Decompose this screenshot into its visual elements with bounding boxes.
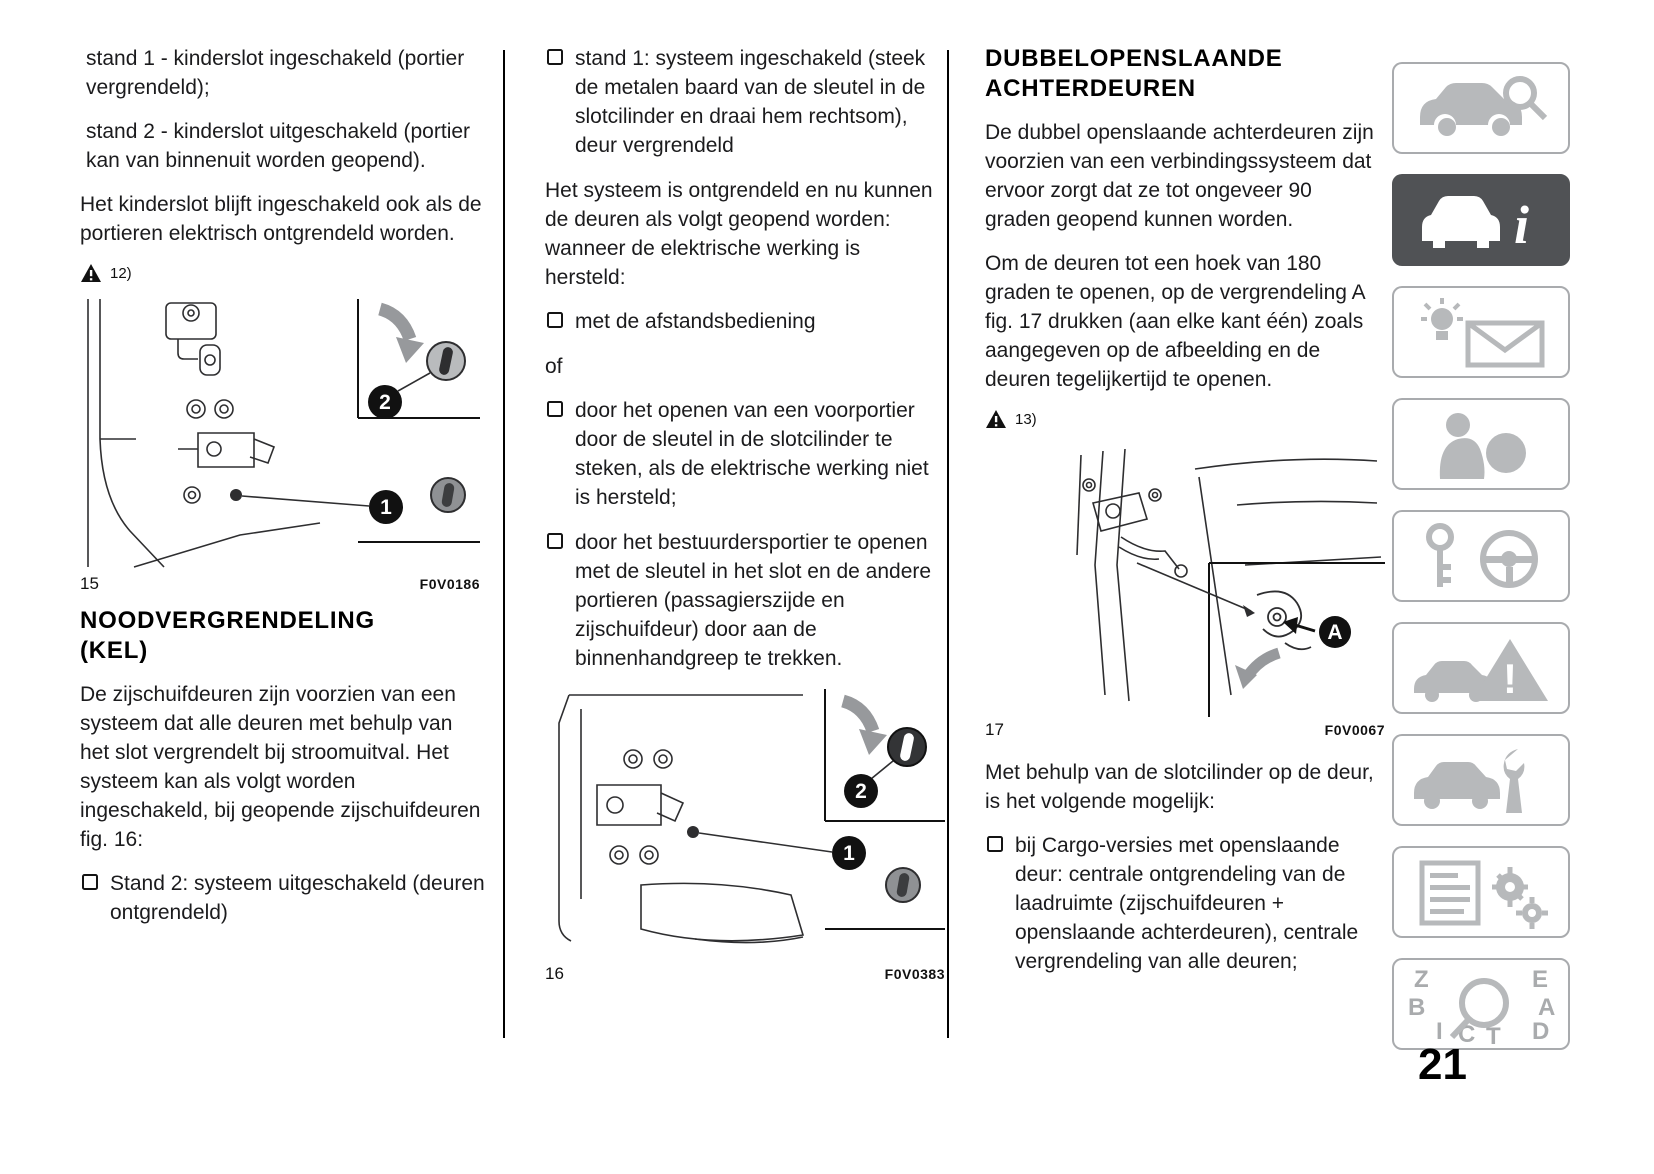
- warning-ref-label: 12): [110, 264, 132, 282]
- figure-16: [545, 689, 945, 984]
- figure-code: F0V0067: [1324, 722, 1385, 738]
- sidebar-tab-index: [1392, 958, 1570, 1050]
- warning-ref-label: 13): [1015, 410, 1037, 428]
- sidebar-tab-warning-lights: [1392, 286, 1570, 378]
- svg-text:i: i: [1514, 195, 1530, 255]
- car-info-icon: [1406, 181, 1556, 259]
- list-item-text: Stand 2: systeem uitgeschakeld (deuren ontgrendeld): [110, 872, 485, 924]
- heading-line: DUBBELOPENSLAANDE: [985, 45, 1283, 72]
- alphabetical-index-icon: [1406, 963, 1556, 1045]
- paragraph: stand 2 - kinderslot uitgeschakeld (portier kan van binnenuit worden geopend).: [86, 120, 471, 172]
- sidebar-tab-emergency: [1392, 622, 1570, 714]
- rear-door-hinge-diagram: [985, 445, 1385, 717]
- key-steering-wheel-icon: [1406, 517, 1556, 595]
- list-item: [545, 528, 937, 673]
- paragraph: of: [545, 355, 563, 378]
- column-divider-left: [503, 50, 505, 1038]
- list-item: [985, 831, 1377, 976]
- page-number: 21: [1418, 1040, 1467, 1089]
- sidebar-tab-maintenance: [1392, 734, 1570, 826]
- index-letter: I: [1436, 1018, 1443, 1045]
- callout-2-label: 2: [379, 391, 391, 414]
- callout-1-label: 1: [843, 842, 855, 865]
- square-bullet-icon: [987, 836, 1003, 852]
- heading-line: (KEL): [80, 637, 148, 664]
- figure-caption: [545, 964, 945, 984]
- rotate-arrow-icon: [843, 701, 873, 731]
- figure-code: F0V0186: [419, 576, 480, 592]
- heading-line: ACHTERDEUREN: [985, 75, 1196, 102]
- paragraph: Het systeem is ontgrendeld en nu kunnen de deuren als volgt geopend worden: wanneer de elektrische werking is hersteld:: [545, 179, 933, 289]
- figure-number: 15: [80, 574, 99, 593]
- figure-code: F0V0383: [884, 966, 945, 982]
- column-3: [985, 44, 1385, 992]
- column-divider-right: [947, 50, 949, 1038]
- callout-a-label: A: [1327, 621, 1343, 644]
- figure-caption: [80, 574, 480, 594]
- index-letter: T: [1486, 1023, 1501, 1045]
- warning-triangle-icon: [80, 263, 102, 283]
- index-letter: C: [1458, 1021, 1476, 1045]
- list-item: [80, 869, 486, 927]
- figure-15: [80, 299, 486, 594]
- square-bullet-icon: [547, 401, 563, 417]
- section-heading: [80, 606, 486, 666]
- paragraph: De zijschuifdeuren zijn voorzien van een systeem dat alle deuren met behulp van het slot vergrendelt bij stroomuitval. Het systeem kan als volgt worden ingeschakeld, bij geopende zijschuifdeuren fig. 16:: [80, 683, 481, 851]
- list-item-text: bij Cargo-versies met openslaande deur: centrale ontgrendeling van de laadruimte (zijschuifdeuren + openslaande achterdeuren), centrale vergrendeling van alle deuren;: [1015, 834, 1359, 973]
- figure-number: 17: [985, 720, 1004, 739]
- car-search-icon: [1406, 69, 1556, 147]
- rotate-arrow-icon: [380, 309, 410, 339]
- index-letter: E: [1532, 966, 1549, 993]
- section-tab-strip: [1392, 62, 1570, 1070]
- spec-sheet-gears-icon: [1406, 853, 1556, 931]
- svg-text:!: !: [1503, 655, 1517, 702]
- list-item-text: stand 1: systeem ingeschakeld (steek de metalen baard van de sleutel in de slotcilinder en draai hem rechtsom), deur vergrendeld: [575, 47, 926, 157]
- column-1: [80, 44, 486, 943]
- warning-triangle-icon: [985, 409, 1007, 429]
- list-item-text: door het openen van een voorportier door de sleutel in de slotcilinder te steken, als de elektrische werking niet is hersteld;: [575, 399, 929, 509]
- paragraph: Het kinderslot blijft ingeschakeld ook als de portieren elektrisch ontgrendeld worden.: [80, 193, 482, 245]
- index-letter: Z: [1414, 966, 1429, 993]
- list-item-text: door het bestuurdersportier te openen met de sleutel in het slot en de andere portieren (passagierszijde en zijschuifdeur) door aan de binnenhandgreep te trekken.: [575, 531, 932, 670]
- figure-caption: [985, 720, 1385, 740]
- square-bullet-icon: [547, 312, 563, 328]
- figure-number: 16: [545, 964, 564, 983]
- column-2: [545, 44, 945, 996]
- list-item-text: met de afstandsbediening: [575, 310, 816, 333]
- square-bullet-icon: [82, 874, 98, 890]
- callout-2-label: 2: [855, 780, 867, 803]
- list-item: [545, 307, 937, 336]
- sidebar-tab-safety-active: [1392, 174, 1570, 266]
- paragraph: Met behulp van de slotcilinder op de deur, is het volgende mogelijk:: [985, 761, 1374, 813]
- list-item: [545, 396, 937, 512]
- door-lock-diagram: [80, 299, 480, 571]
- sidebar-tab-technical-data: [1392, 846, 1570, 938]
- car-maintenance-wrench-icon: [1406, 741, 1556, 819]
- paragraph: De dubbel openslaande achterdeuren zijn voorzien van een verbindingssysteem dat ervoor zorgt dat ze tot ongeveer 90 graden geopend kunnen worden.: [985, 121, 1374, 231]
- warning-note: [985, 409, 1377, 429]
- sidebar-tab-starting-driving: [1392, 510, 1570, 602]
- callout-1-label: 1: [380, 496, 392, 519]
- index-letter: B: [1408, 994, 1426, 1021]
- car-warning-triangle-icon: [1406, 629, 1556, 707]
- section-heading: [985, 44, 1377, 104]
- sliding-door-lock-diagram: [545, 689, 945, 961]
- heading-line: NOODVERGRENDELING: [80, 607, 375, 634]
- paragraph: Om de deuren tot een hoek van 180 graden te openen, op de vergrendeling A fig. 17 drukken (aan elke kant één) zoals aangegeven op de afbeelding en de deuren tegelijkertijd te openen.: [985, 252, 1365, 391]
- warning-note: [80, 263, 486, 283]
- square-bullet-icon: [547, 49, 563, 65]
- sidebar-tab-know-your-car: [1392, 62, 1570, 154]
- paragraph: stand 1 - kinderslot ingeschakeld (portier vergrendeld);: [86, 47, 465, 99]
- warning-lamp-mail-icon: [1406, 293, 1556, 371]
- sidebar-tab-airbag: [1392, 398, 1570, 490]
- figure-17: [985, 445, 1385, 740]
- airbag-person-icon: [1406, 405, 1556, 483]
- square-bullet-icon: [547, 533, 563, 549]
- list-item: [545, 44, 937, 160]
- index-letter: D: [1532, 1018, 1550, 1045]
- index-letter: A: [1538, 994, 1556, 1021]
